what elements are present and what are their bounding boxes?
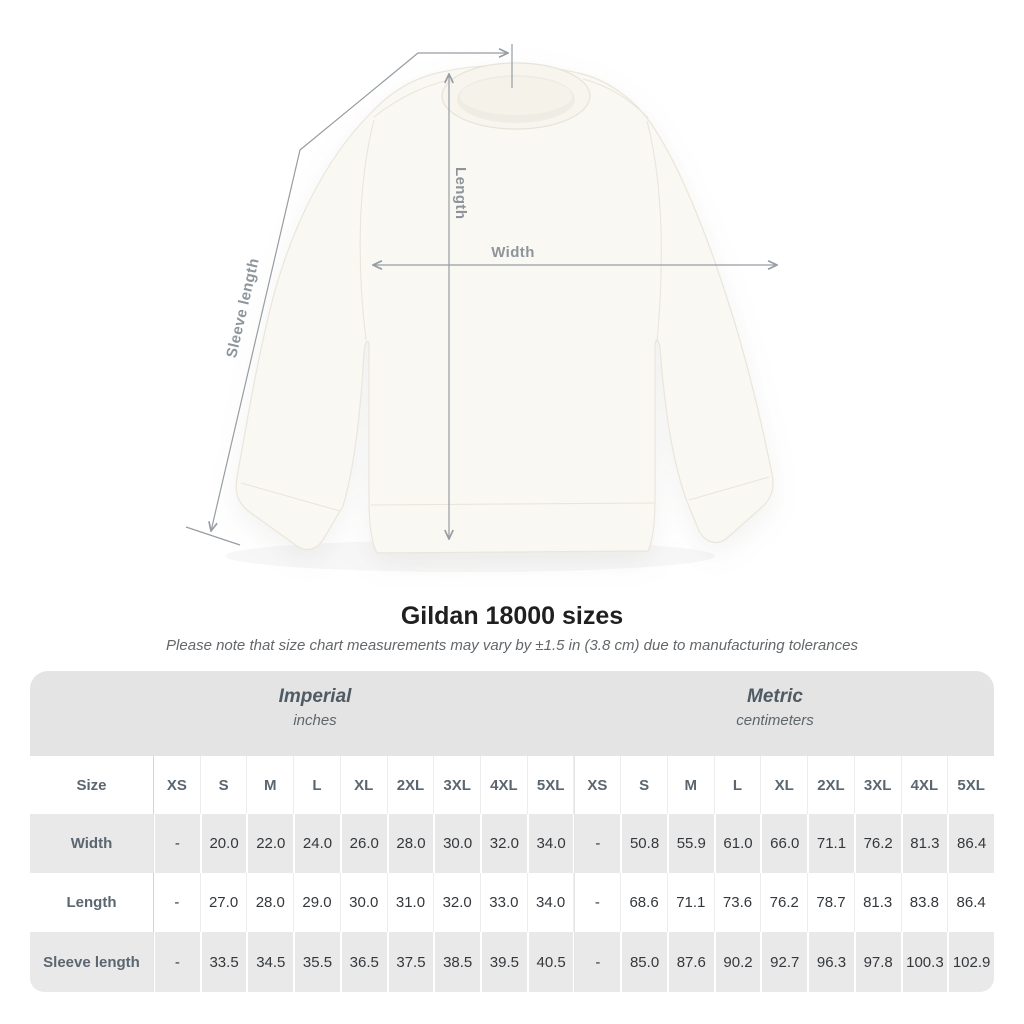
size-header-cell: M <box>246 756 293 814</box>
size-header-cell: L <box>293 756 340 814</box>
length-measure-label: Length <box>452 167 469 220</box>
value-cell: 102.9 <box>947 932 994 992</box>
value-cell: - <box>153 932 200 992</box>
size-header-cell: 5XL <box>527 756 574 814</box>
value-cell: 28.0 <box>246 873 293 932</box>
value-cell: 33.0 <box>480 873 527 932</box>
value-cell: 90.2 <box>714 932 761 992</box>
value-cell: 100.3 <box>901 932 948 992</box>
value-cell: 50.8 <box>620 814 667 873</box>
page-title: Gildan 18000 sizes <box>400 602 624 630</box>
value-cell: 97.8 <box>854 932 901 992</box>
units-band <box>30 671 994 756</box>
size-header-cell: L <box>714 756 761 814</box>
metric-unit-group <box>736 686 814 729</box>
value-cell: 26.0 <box>340 814 387 873</box>
value-cell: 87.6 <box>667 932 714 992</box>
value-cell: 86.4 <box>947 873 994 932</box>
size-header-cell: 2XL <box>807 756 854 814</box>
size-header-cell: 4XL <box>901 756 948 814</box>
size-header-cell: S <box>620 756 667 814</box>
value-cell: 31.0 <box>387 873 434 932</box>
value-cell: 37.5 <box>387 932 434 992</box>
row-label-cell: Sleeve length <box>30 932 153 992</box>
value-cell: 34.0 <box>527 814 574 873</box>
value-cell: 22.0 <box>246 814 293 873</box>
value-cell: 38.5 <box>433 932 480 992</box>
value-cell: 81.3 <box>901 814 948 873</box>
value-cell: 71.1 <box>667 873 714 932</box>
imperial-unit-group <box>279 686 352 729</box>
size-header-cell: XL <box>340 756 387 814</box>
value-cell: 55.9 <box>667 814 714 873</box>
table-rows <box>30 756 994 992</box>
value-cell: 61.0 <box>714 814 761 873</box>
row-label-cell: Width <box>30 814 153 873</box>
value-cell: 39.5 <box>480 932 527 992</box>
value-cell: 40.5 <box>527 932 574 992</box>
value-cell: 36.5 <box>340 932 387 992</box>
value-cell: 29.0 <box>293 873 340 932</box>
value-cell: 83.8 <box>901 873 948 932</box>
width-measure-label: Width <box>491 244 535 261</box>
value-cell: 76.2 <box>854 814 901 873</box>
value-cell: 96.3 <box>807 932 854 992</box>
size-header-cell: 3XL <box>433 756 480 814</box>
value-cell: 32.0 <box>433 873 480 932</box>
value-cell: 32.0 <box>480 814 527 873</box>
collar-inner-back <box>460 77 572 115</box>
table-row <box>30 814 994 873</box>
metric-unit: centimeters <box>736 712 814 729</box>
imperial-unit: inches <box>293 712 337 729</box>
value-cell: 34.5 <box>246 932 293 992</box>
size-header-cell: XS <box>573 756 620 814</box>
table-row <box>30 932 994 992</box>
value-cell: 30.0 <box>340 873 387 932</box>
size-header-cell: 4XL <box>480 756 527 814</box>
size-table <box>30 671 994 992</box>
value-cell: 27.0 <box>200 873 247 932</box>
size-column-divider <box>153 756 154 992</box>
value-cell: 68.6 <box>620 873 667 932</box>
value-cell: - <box>573 932 620 992</box>
size-header-cell: 2XL <box>387 756 434 814</box>
value-cell: 28.0 <box>387 814 434 873</box>
value-cell: - <box>573 873 620 932</box>
value-cell: 34.0 <box>527 873 574 932</box>
size-header-cell: S <box>200 756 247 814</box>
cuff-tick <box>186 527 240 545</box>
value-cell: 92.7 <box>760 932 807 992</box>
units-divider <box>574 756 575 992</box>
row-label-cell: Length <box>66 894 117 911</box>
size-header-cell: M <box>667 756 714 814</box>
value-cell: 33.5 <box>200 932 247 992</box>
sleeve-measure-label: Sleeve length <box>223 256 263 360</box>
tolerance-note: Please note that size chart measurements may vary by ±1.5 in (3.8 cm) due to manufacturing tolerances <box>166 637 858 654</box>
size-header-cell: XS <box>153 756 200 814</box>
value-cell: 35.5 <box>293 932 340 992</box>
size-header-cell: 3XL <box>854 756 901 814</box>
value-cell: 81.3 <box>854 873 901 932</box>
imperial-label: Imperial <box>278 686 352 707</box>
value-cell: - <box>573 814 620 873</box>
value-cell: 73.6 <box>714 873 761 932</box>
value-cell: 85.0 <box>620 932 667 992</box>
table-row <box>30 873 994 932</box>
value-cell: - <box>153 814 200 873</box>
metric-label: Metric <box>747 686 803 707</box>
value-cell: 66.0 <box>760 814 807 873</box>
value-cell: - <box>153 873 200 932</box>
size-column-header: Size <box>76 776 107 794</box>
value-cell: 71.1 <box>807 814 854 873</box>
size-header-row <box>30 756 994 814</box>
value-cell: 20.0 <box>200 814 247 873</box>
size-header-cell: XL <box>760 756 807 814</box>
value-cell: 24.0 <box>293 814 340 873</box>
value-cell: 30.0 <box>433 814 480 873</box>
size-header-cell: 5XL <box>947 756 994 814</box>
value-cell: 86.4 <box>947 814 994 873</box>
value-cell: 78.7 <box>807 873 854 932</box>
value-cell: 76.2 <box>760 873 807 932</box>
